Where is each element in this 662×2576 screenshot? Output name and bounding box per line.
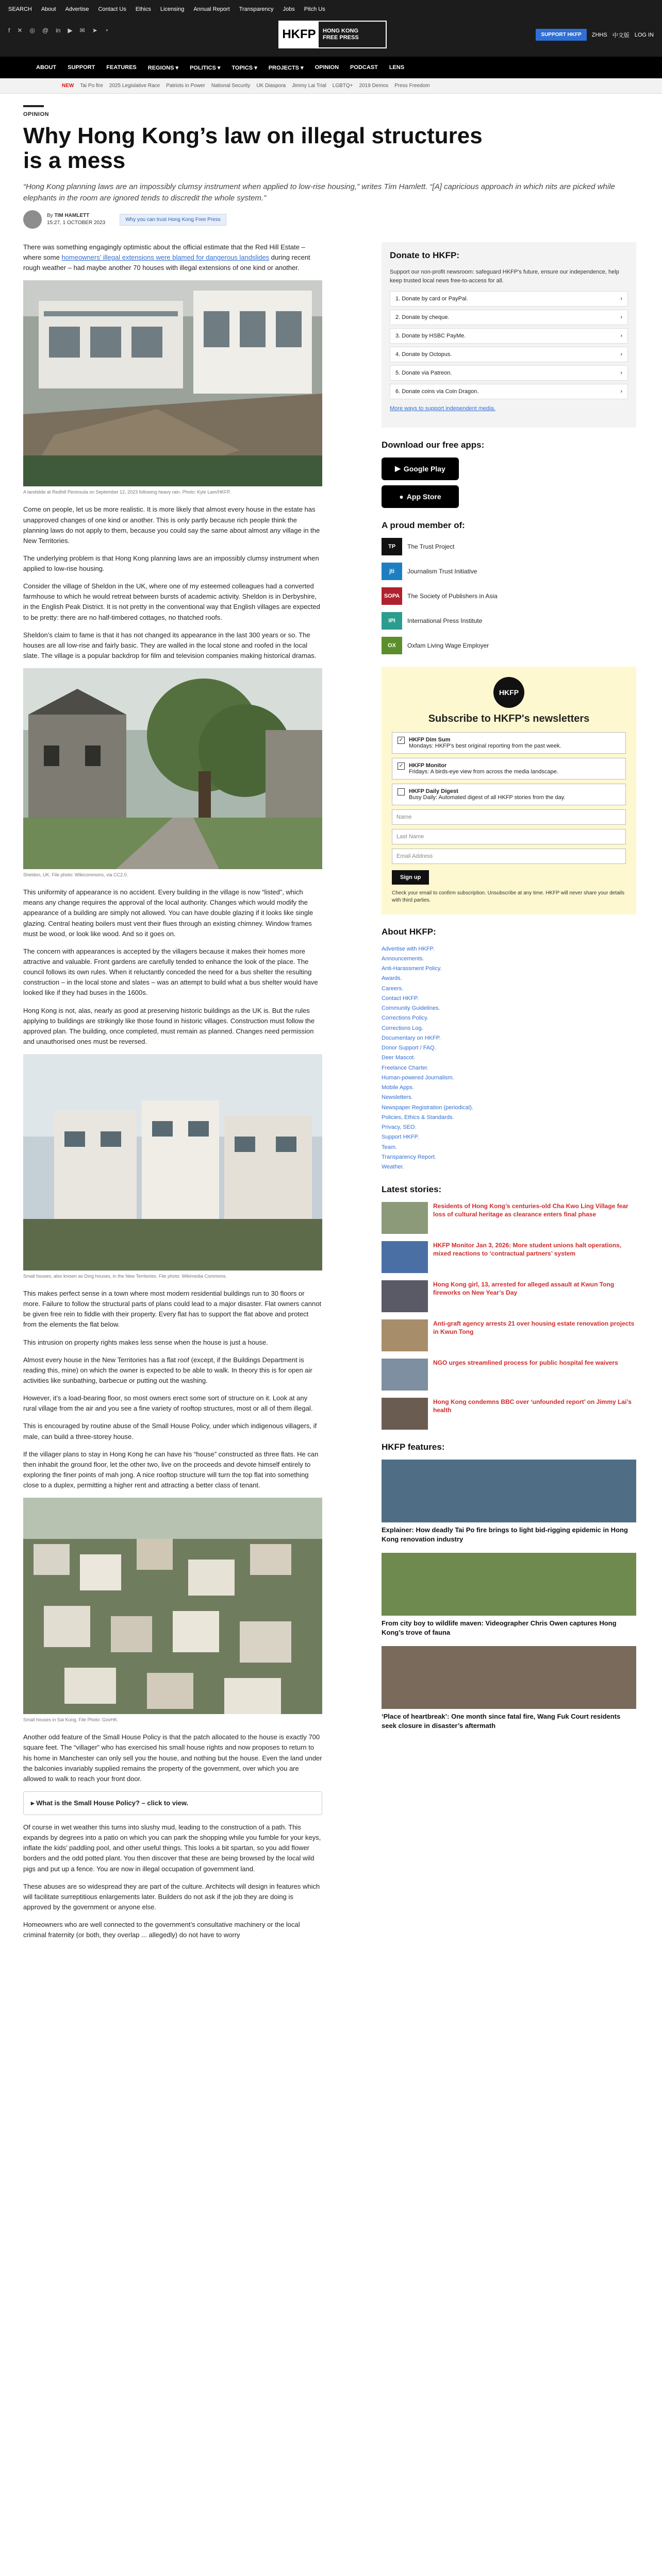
features-title: HKFP features:	[382, 1442, 445, 1452]
feature-title[interactable]: Explainer: How deadly Tai Po fire brings to light bid-rigging epidemic in Hong Kong renovation industry	[382, 1526, 628, 1543]
donate-option-label: 4. Donate by Octopus.	[395, 351, 452, 358]
checkbox-checked-icon[interactable]: ✓	[398, 737, 405, 744]
about-link[interactable]: Transparency Report.	[382, 1154, 436, 1160]
about-link[interactable]: Team.	[382, 1144, 397, 1150]
app-store-badge[interactable]	[382, 485, 459, 508]
breaking-link[interactable]: UK Diaspora	[256, 83, 286, 89]
sopa-icon: SOPA	[382, 587, 402, 605]
social-icons	[8, 27, 108, 34]
first-name-field[interactable]: Name	[392, 809, 626, 825]
last-name-field[interactable]: Last Name	[392, 829, 626, 844]
newsletter-option-desc: Mondays: HKFP's best original reporting from the past week.	[409, 742, 561, 749]
latest-story[interactable]	[382, 1319, 636, 1351]
x-icon[interactable]: ✕	[17, 27, 23, 34]
signup-button[interactable]: Sign up	[392, 870, 429, 885]
article-image-sai-kung[interactable]	[23, 1498, 322, 1714]
paragraph: This uniformity of appearance is no accident. Every building in the village is now “listed”, which means any change requires the approval of the local authority. Changes which would modify the appearance of a building are simply not allowed. You can have double glazing if it looks like single glazing. Central heating boilers must vent their flues through an existing chimney. Window frames must be wood, or look like wood. And so it goes on.	[23, 888, 313, 938]
image-caption: Small houses in Sai Kung. File Photo: GovHK.	[23, 1717, 119, 1723]
newsletter-option-text	[409, 762, 558, 775]
article-image-landslide[interactable]	[23, 280, 322, 486]
newsletter-option-name: HKFP Dim Sum	[409, 736, 451, 743]
nav-about[interactable]: ABOUT	[36, 64, 57, 71]
image-caption: Small houses, also known as Ding houses, in the New Territories. File photo: Wikimedia Commons.	[23, 1274, 227, 1279]
utility-link-ethics[interactable]: Ethics	[135, 6, 151, 12]
breaking-link[interactable]: Tai Po fire	[80, 83, 103, 89]
main-nav	[0, 57, 662, 78]
apps-title: Download our free apps:	[382, 439, 485, 450]
member-name: Journalism Trust Initiative	[407, 567, 477, 575]
lang-link-zhhs[interactable]: ZHHS	[591, 31, 607, 38]
paragraph: Another odd feature of the Small House Policy is that the patch allocated to the house is exactly 700 square feet. The “villager” who has exercised his small house rights and now proposes to return to his home in Manchester can only sell you the house, and nothing but the house. Even the land under the balconies invariably supplied remains the property of the government, over which you are allowed to walk to reach your front door.	[23, 1733, 322, 1783]
chevron-right-icon: ›	[620, 388, 622, 395]
newsletter-option[interactable]	[392, 732, 626, 754]
story-thumbnail	[382, 1241, 428, 1273]
member-logo[interactable]	[382, 612, 636, 630]
paragraph: This intrusion on property rights makes less sense when the house is just a house.	[23, 1338, 268, 1346]
breaking-link[interactable]: Press Freedom	[394, 83, 430, 89]
story-title: Residents of Hong Kong’s centuries-old Cha Kwo Ling Village fear loss of cultural heritage as clearance enters final phase	[433, 1202, 628, 1218]
paragraph: This is encouraged by routine abuse of the Small House Policy, under which indigenous villagers, if male, can build a three-storey house.	[23, 1422, 317, 1440]
paragraph: This makes perfect sense in a town where most modern residential buildings run to 30 floors or more. Failure to follow the structural parts of plans could lead to a major disaster. Flat owners cannot be given free rein to fiddle with their property. Every flat has to support the flat above and protect from the elements the flat below.	[23, 1290, 322, 1329]
about-link[interactable]: Newsletters.	[382, 1094, 413, 1101]
donate-option[interactable]	[390, 310, 628, 325]
checkbox-checked-icon[interactable]: ✓	[398, 762, 405, 770]
feature-title[interactable]: ‘Place of heartbreak’: One month since fatal fire, Wang Fuk Court residents seek closure in disaster’s aftermath	[382, 1713, 621, 1730]
article-standfirst: “Hong Kong planning laws are an impossibly clumsy instrument when applied to low-rise housing,” writes Tim Hamlett. “[A] capricious approach in which nits are picked while elephants in the room are ignored tends to discredit the whole system.”	[23, 182, 615, 202]
nav-features[interactable]: FEATURES	[106, 64, 137, 71]
checkbox-icon[interactable]	[398, 788, 405, 795]
email-icon[interactable]: ✉	[79, 27, 85, 34]
paragraph: Homeowners who are well connected to the government’s consultative machinery or the local criminal fraternity (or both, they overlap ... allegedly) do not have to worry	[23, 1921, 300, 1939]
breaking-label: NEW	[62, 83, 74, 89]
features-section	[382, 1442, 636, 1730]
article-kicker[interactable]: OPINION	[23, 111, 49, 117]
donate-option[interactable]	[390, 328, 628, 344]
paragraph: Hong Kong is not, alas, nearly as good at preserving historic buildings as the UK is. But the rules applying to buildings are strikingly like those found in historic villages. Construction must follow the approved plan. The building, once completed, must remain as planned. Changes need permission and unauthorised ones must be reversed.	[23, 1006, 315, 1045]
publish-date: 15:27, 1 OCTOBER 2023	[47, 220, 106, 226]
kicker-rule	[23, 105, 44, 107]
sai-kung-photo	[23, 1498, 322, 1714]
linkedin-icon[interactable]: in	[56, 27, 61, 34]
nav-opinion[interactable]: OPINION	[315, 64, 339, 71]
about-title: About HKFP:	[382, 926, 436, 937]
about-link[interactable]: Freelance Charter.	[382, 1064, 429, 1071]
apple-icon: ●	[399, 492, 404, 501]
newsletter-option-text	[409, 788, 565, 801]
donate-option-label: 5. Donate via Patreon.	[395, 370, 452, 376]
byline-text	[47, 212, 105, 227]
utility-link-search[interactable]: SEARCH	[8, 6, 32, 12]
utility-link-advertise[interactable]: Advertise	[65, 6, 89, 12]
latest-story[interactable]	[382, 1280, 636, 1312]
newsletter-fineprint: Check your email to confirm subscription. Unsubscribe at any time. HKFP will never share your details with third parties.	[392, 890, 625, 903]
story-title: HKFP Monitor Jan 3, 2026: More student unions halt operations, mixed reactions to ‘contractual partners’ system	[433, 1242, 622, 1258]
about-link[interactable]: Anti-Harassment Policy.	[382, 965, 442, 972]
donate-box	[382, 242, 636, 428]
paragraph-text: during recent rough weather – had maybe another 70 houses with illegal extensions of one kind or another.	[23, 253, 310, 272]
utility-link-licensing[interactable]: Licensing	[160, 6, 185, 12]
donate-text: Support our non-profit newsroom: safeguard HKFP's future, ensure our independence, help keep trusted local news free-to-access for all.	[390, 269, 619, 284]
utility-link-pitch[interactable]: Pitch Us	[304, 6, 325, 12]
story-thumbnail	[382, 1280, 428, 1312]
logo-mark: HKFP	[279, 22, 319, 47]
oxfam-icon: OX	[382, 637, 402, 654]
newsletter-option-name: HKFP Monitor	[409, 762, 447, 769]
latest-story[interactable]	[382, 1241, 636, 1273]
lang-link-chinese[interactable]: 中文版	[612, 32, 630, 39]
member-name: Oxfam Living Wage Employer	[407, 641, 489, 649]
google-play-badge[interactable]	[382, 457, 459, 480]
about-link[interactable]: Advertise with HKFP.	[382, 945, 435, 952]
about-link[interactable]: Donor Support / FAQ.	[382, 1045, 436, 1051]
story-thumbnail	[382, 1359, 428, 1391]
breaking-link[interactable]: LGBTQ+	[332, 83, 353, 89]
article-body	[23, 242, 322, 1947]
about-link[interactable]: Community Guidelines.	[382, 1005, 440, 1011]
latest-story[interactable]	[382, 1202, 636, 1234]
instagram-icon[interactable]: ◎	[29, 27, 35, 34]
nav-projects[interactable]: PROJECTS ▾	[268, 64, 304, 71]
about-link[interactable]: Announcements.	[382, 955, 424, 962]
about-link[interactable]: Mobile Apps.	[382, 1084, 414, 1091]
logo-text-line2: FREE PRESS	[323, 35, 359, 41]
about-link[interactable]: Privacy, SEO.	[382, 1124, 417, 1130]
trust-button[interactable]: Why you can trust Hong Kong Free Press	[120, 214, 226, 226]
utility-nav	[8, 6, 325, 12]
donate-option[interactable]	[390, 384, 628, 399]
about-link[interactable]: Human-powered Journalism.	[382, 1074, 454, 1081]
about-link[interactable]: Corrections Log.	[382, 1025, 423, 1031]
paragraph: If the villager plans to stay in Hong Kong he can have his “house” constructed as three flats. He can then inhabit the ground floor, let the other two, live on the proceeds and devote himself entirely to exploring the finer points of mah jong. A nice rooftop structure will turn the top flat into something close to a duplex, permitting a higher rent and attracting a better class of tenant.	[23, 1450, 319, 1489]
story-thumbnail	[382, 1202, 428, 1234]
nav-topics[interactable]: TOPICS ▾	[231, 64, 257, 71]
inline-link[interactable]: homeowners’ illegal extensions were blamed for dangerous landslides	[61, 253, 270, 262]
chevron-right-icon: ›	[620, 351, 622, 358]
paragraph: Almost every house in the New Territories has a flat roof (except, if the Buildings Department is reading this, mine) on which the owner is expected to be able to walk. In theory this is for open air activities like sunbathing, barbecue or putting out the washing.	[23, 1355, 312, 1385]
chevron-right-icon: ›	[620, 314, 622, 320]
email-field[interactable]: Email Address	[392, 849, 626, 864]
member-logo[interactable]	[382, 637, 636, 654]
about-link[interactable]: Deer Mascot.	[382, 1055, 416, 1061]
chevron-right-icon: ›	[620, 296, 622, 302]
member-logo[interactable]	[382, 538, 636, 555]
breaking-link[interactable]: Jimmy Lai Trial	[292, 83, 326, 89]
about-link[interactable]: Documentary on HKFP.	[382, 1035, 441, 1041]
member-name: The Society of Publishers in Asia	[407, 592, 498, 600]
about-link[interactable]: Contact HKFP.	[382, 995, 419, 1002]
site-header	[0, 0, 662, 57]
donate-option-label: 2. Donate by cheque.	[395, 314, 450, 320]
newsletter-option-desc: Busy Daily: Automated digest of all HKFP stories from the day.	[409, 794, 566, 801]
donate-title: Donate to HKFP:	[390, 250, 460, 260]
nav-lens[interactable]: LENS	[389, 64, 405, 71]
story-thumbnail	[382, 1319, 428, 1351]
donate-option[interactable]	[390, 291, 628, 307]
play-icon: ▶	[395, 464, 401, 472]
nav-regions[interactable]: REGIONS ▾	[147, 64, 179, 71]
header-actions	[536, 29, 654, 41]
threads-icon[interactable]: @	[42, 27, 49, 34]
newsletter-box	[382, 667, 636, 914]
donate-option[interactable]	[390, 365, 628, 381]
latest-story[interactable]	[382, 1398, 636, 1430]
about-link[interactable]: Corrections Policy.	[382, 1015, 428, 1022]
breaking-nav	[0, 78, 662, 94]
paragraph: The concern with appearances is accepted by the villagers because it makes their homes more attractive and valuable. Front gardens are carefully tended to enhance the look of the place. The council follows its own rules. When it reluctantly conceded the need for a bus shelter the resulting construction – in the local stone and slates – was an attempt to build what a bus shelter would have looked like if they had buses in the 1600s.	[23, 947, 318, 997]
story-title: NGO urges streamlined process for public hospital fee waivers	[433, 1359, 618, 1367]
login-link[interactable]: LOG IN	[634, 31, 654, 38]
paragraph: However, it’s a load-bearing floor, so most owners erect some sort of structure on it. Look at any rural village from the air and you see a fine variety of rooftop structures, most or all of them illegal.	[23, 1394, 313, 1413]
newsletter-logo: HKFP	[493, 677, 524, 708]
utility-link-annual-report[interactable]: Annual Report	[193, 6, 230, 12]
members-section	[382, 520, 636, 654]
donate-option-label: 1. Donate by card or PayPal.	[395, 296, 468, 302]
paragraph: Consider the village of Sheldon in the UK, where one of my esteemed colleagues had a converted farmhouse to which he would retreat between bursts of academic activity. Sheldon is in Derbyshire, in the English Peak District. It is not pretty in the conventional way that English villages are expected to be pretty: there are no half-timbered cottages, no thatched roofs.	[23, 582, 320, 621]
about-section	[382, 927, 636, 1173]
latest-title: Latest stories:	[382, 1184, 442, 1195]
donate-option-label: 6. Donate coins via Coin Dragon.	[395, 388, 479, 395]
nav-support[interactable]: SUPPORT	[68, 64, 95, 71]
chevron-right-icon: ›	[620, 333, 622, 339]
app-store-label: App Store	[406, 492, 441, 501]
feature-title[interactable]: From city boy to wildlife maven: Videographer Chris Owen captures Hong Kong’s trove of fauna	[382, 1619, 617, 1636]
paragraph: The underlying problem is that Hong Kong planning laws are an impossibly clumsy instrument when applied to low-rise housing.	[23, 554, 319, 573]
youtube-icon[interactable]: ▶	[68, 27, 73, 34]
member-logo[interactable]	[382, 587, 636, 605]
newsletter-option-text	[409, 737, 561, 749]
story-title: Anti-graft agency arrests 21 over housing estate renovation projects in Kwun Tong	[433, 1320, 635, 1336]
about-link[interactable]: Policies, Ethics & Standards.	[382, 1114, 454, 1121]
article-image-sheldon[interactable]	[23, 668, 322, 869]
utility-link-transparency[interactable]: Transparency	[239, 6, 274, 12]
donate-option-label: 3. Donate by HSBC PayMe.	[395, 333, 466, 339]
utility-link-jobs[interactable]: Jobs	[283, 6, 295, 12]
member-logo[interactable]	[382, 563, 636, 580]
image-caption: A landslide at Redhill Peninsula on September 12, 2023 following heavy rain. Photo: Kyle Lam/HKFP.	[23, 489, 231, 495]
utility-link-about[interactable]: About	[41, 6, 56, 12]
paragraph: Come on people, let us be more realistic. It is more likely that almost every house in the estate has unapproved changes of one kind or another. This is only partly because rich people think the planning laws do not apply to them, because you could say the same about almost any village in the New Territories.	[23, 505, 320, 545]
story-title: Hong Kong girl, 13, arrested for alleged assault at Kwun Tong fireworks on New Year’s Day	[433, 1281, 615, 1297]
latest-section	[382, 1184, 636, 1430]
feature-image[interactable]	[382, 1460, 636, 1522]
article-headline: Why Hong Kong’s law on illegal structures is a mess	[23, 123, 483, 173]
landslide-photo	[23, 280, 322, 486]
member-name: International Press Institute	[407, 617, 483, 624]
google-play-label: Google Play	[403, 464, 445, 473]
nav-podcast[interactable]: PODCAST	[350, 64, 378, 71]
newsletter-option[interactable]	[392, 784, 626, 805]
latest-story[interactable]	[382, 1359, 636, 1391]
donate-more-link[interactable]: More ways to support independent media.	[390, 405, 495, 412]
breaking-link[interactable]: National Security	[211, 83, 251, 89]
about-link[interactable]: Awards.	[382, 975, 402, 982]
feature-image[interactable]	[382, 1553, 636, 1616]
logo-text	[319, 28, 359, 41]
member-name: The Trust Project	[407, 543, 455, 550]
about-link[interactable]: Weather.	[382, 1164, 404, 1170]
ding-houses-photo	[23, 1054, 322, 1270]
small-house-policy-toggle[interactable]: ▸ What is the Small House Policy? – click to view.	[23, 1791, 322, 1815]
apps-section	[382, 440, 636, 508]
newsletter-option[interactable]	[392, 758, 626, 779]
members-title: A proud member of:	[382, 520, 465, 530]
jti-icon: jti	[382, 563, 402, 580]
newsletter-option-name: HKFP Daily Digest	[409, 788, 458, 794]
about-link[interactable]: Careers.	[382, 985, 404, 992]
breaking-link[interactable]: Patriots in Power	[166, 83, 205, 89]
story-title: Hong Kong condemns BBC over ‘unfounded report’ on Jimmy Lai’s health	[433, 1398, 632, 1414]
feature-image[interactable]	[382, 1646, 636, 1709]
story-thumbnail	[382, 1398, 428, 1430]
paragraph: Of course in wet weather this turns into slushy mud, leading to the construction of a path. This expands by degrees into a patio on which you can park the shopping while you fumble for your keys, inflate the kids’ paddling pool, and other useful things. This looks a bit spartan, so you add flower borders and the odd potted plant. You then discover that these are being browsed by the local wild pigs and put up a fence. You are now in illegal occupation of government land.	[23, 1823, 321, 1873]
author-name[interactable]: By TIM HAMLETT	[47, 213, 90, 218]
trust-project-icon: TP	[382, 538, 402, 555]
sidebar	[382, 242, 636, 1740]
image-caption: Sheldon, UK. File photo: Wikicommons, via CC2.0.	[23, 872, 128, 878]
chevron-right-icon: ›	[620, 370, 622, 376]
paragraph: These abuses are so widespread they are part of the culture. Architects will design in features which will facilitate surreptitious enlargements later. Builders do not ask if the job they are doing is approved by the government or anyone else.	[23, 1882, 320, 1911]
paragraph-text: There was something engagingly optimistic about the official estimate that the Red Hill Estate – where some	[23, 243, 305, 262]
about-links	[382, 944, 636, 1173]
author-avatar[interactable]	[23, 210, 42, 229]
paragraph: Sheldon’s claim to fame is that it has not changed its appearance in the last 300 years or so. The houses are all low-rise and fairly basic. They are walled in the local stone and roofed in the local slate. The village is a popular backdrop for film and television companies making historical dramas.	[23, 631, 317, 660]
rss-icon[interactable]: ◔	[104, 27, 109, 34]
newsletter-option-desc: Fridays: A birds-eye view from across the media landscape.	[409, 768, 558, 775]
nav-politics[interactable]: POLITICS ▾	[190, 64, 221, 71]
utility-link-contact[interactable]: Contact Us	[98, 6, 126, 12]
article-image-ding-houses[interactable]	[23, 1054, 322, 1270]
byline	[23, 210, 226, 229]
ipi-icon: IPI	[382, 612, 402, 630]
paragraph	[23, 242, 322, 273]
about-link[interactable]: Support HKFP.	[382, 1134, 419, 1141]
about-link[interactable]: Newspaper Registration (periodical).	[382, 1104, 473, 1111]
author-name-text: TIM HAMLETT	[54, 213, 90, 218]
breaking-link[interactable]: 2019 Demos	[359, 83, 389, 89]
support-button[interactable]: SUPPORT HKFP	[536, 29, 586, 41]
telegram-icon[interactable]: ➤	[92, 27, 97, 34]
site-logo[interactable]	[278, 21, 387, 48]
newsletter-title: Subscribe to HKFP's newsletters	[428, 713, 590, 724]
logo-text-line1: HONG KONG	[323, 27, 359, 34]
facebook-icon[interactable]: f	[8, 27, 10, 34]
donate-option[interactable]	[390, 347, 628, 362]
breaking-link[interactable]: 2025 Legislative Race	[109, 83, 160, 89]
sheldon-photo	[23, 668, 322, 869]
